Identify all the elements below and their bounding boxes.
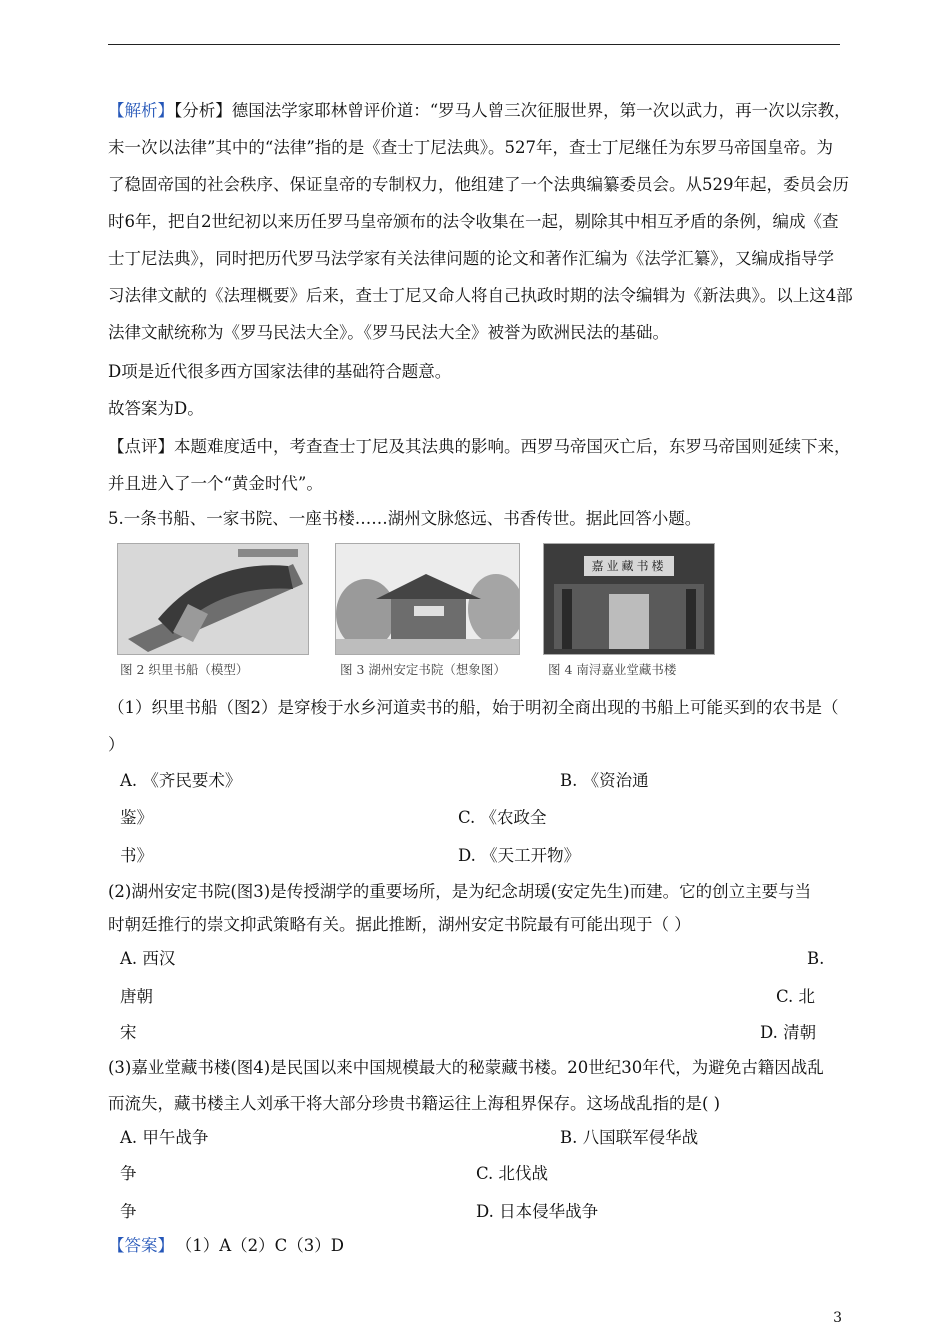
q5-3-option-b: B. 八国联军侵华战 [560, 1128, 699, 1147]
caption-fig3: 图 3 湖州安定书院（想象图） [340, 662, 506, 677]
q5-stem: 5.一条书船、一家书院、一座书楼……湖州文脉悠远、书香传世。据此回答小题。 [108, 509, 702, 528]
analysis-line-4: 时6年，把自2世纪初以来历任罗马皇帝颁布的法令收集在一起，剔除其中相互矛盾的条例，编成《查 [108, 212, 839, 231]
q5-3-stem-1: (3)嘉业堂藏书楼(图4)是民国以来中国规模最大的秘蒙藏书楼。20世纪30年代，为避免古籍因战乱 [108, 1058, 824, 1077]
q5-2-stem-2: 时朝廷推行的崇文抑武策略有关。据此推断，湖州安定书院最有可能出现于（ ） [108, 915, 691, 934]
analysis-answer-line: 故答案为D。 [108, 399, 204, 418]
q5-3-option-a: A. 甲午战争 [120, 1128, 209, 1147]
analysis-line-7: 法律文献统称为《罗马民法大全》。《罗马民法大全》被誉为欧洲民法的基础。 [108, 323, 669, 342]
q5-1-option-c: C. 《农政全 [458, 808, 547, 827]
q5-2-option-a: A. 西汉 [120, 949, 176, 968]
analysis-line-1: 【解析】【分析】德国法学家耶林曾评价道：“罗马人曾三次征服世界，第一次以武力，再一次以宗教， [108, 101, 851, 120]
figure-jiaye-library [543, 543, 715, 655]
caption-fig2: 图 2 织里书船（模型） [120, 662, 249, 677]
q5-1-option-b: B. 《资治通 [560, 771, 649, 790]
review-line-2: 并且进入了一个“黄金时代”。 [108, 474, 323, 493]
q5-1-option-b-cont: 鉴》 [120, 808, 153, 827]
q5-answer [108, 1235, 344, 1257]
page-number: 3 [833, 1310, 842, 1326]
review-line-1: 【点评】本题难度适中，考查查士丁尼及其法典的影响。西罗马帝国灭亡后，东罗马帝国则延续下来， [108, 437, 851, 456]
figure-book-boat [117, 543, 309, 655]
q5-3-option-d: D. 日本侵华战争 [476, 1202, 599, 1221]
q5-2-option-c: C. 北 [776, 987, 816, 1006]
q5-1-option-a: A. 《齐民要术》 [120, 771, 242, 790]
q5-2-stem-1: (2)湖州安定书院(图3)是传授湖学的重要场所，是为纪念胡瑗(安定先生)而建。它的创立主要与当 [108, 882, 812, 901]
q5-3-option-c: C. 北伐战 [476, 1164, 549, 1183]
answer-text: （1）A（2）C（3）D [184, 1236, 345, 1255]
q5-3-stem-2: 而流失，藏书楼主人刘承干将大部分珍贵书籍运往上海租界保存。这场战乱指的是( ) [108, 1094, 721, 1113]
q5-1-option-c-cont: 书》 [120, 846, 153, 865]
answer-tag: 【答案】 [108, 1236, 174, 1255]
library-plaque: 嘉业藏书楼 [591, 559, 667, 573]
q5-1-stem-1: （1）织里书船（图2）是穿梭于水乡河道卖书的船，始于明初全商出现的书船上可能买到的农书是（ [108, 698, 839, 717]
q5-2-option-b-cont: 唐朝 [120, 987, 153, 1006]
analysis-line-2: 末一次以法律”其中的“法律”指的是《查士丁尼法典》。527年，查士丁尼继任为东罗马帝国皇帝。为 [108, 138, 834, 157]
analysis-line-6: 习法律文献的《法理概要》后来，查士丁尼又命人将自己执政时期的法令编辑为《新法典》。以上这4部 [108, 286, 853, 305]
analysis-line-3: 了稳固帝国的社会秩序、保证皇帝的专制权力，他组建了一个法典编纂委员会。从529年起，委员会历 [108, 175, 849, 194]
analysis-d-line: D项是近代很多西方国家法律的基础符合题意。 [108, 362, 452, 381]
caption-fig4: 图 4 南浔嘉业堂藏书楼 [548, 662, 677, 677]
q5-2-option-d: D. 清朝 [760, 1023, 817, 1042]
boat-illustration [118, 544, 308, 654]
header-rule [108, 44, 840, 45]
q5-3-option-c-cont: 争 [120, 1202, 137, 1221]
q5-1-option-d: D. 《天工开物》 [458, 846, 581, 865]
analysis-line-5: 士丁尼法典》，同时把历代罗马法学家有关法律问题的论文和著作汇编为《法学汇纂》，又编成指导学 [108, 249, 834, 268]
figure-anding-academy [335, 543, 520, 655]
analysis-tag: 【解析】 [108, 101, 174, 120]
q5-1-stem-2: ） [108, 735, 125, 754]
academy-illustration [336, 544, 519, 654]
q5-3-option-b-cont: 争 [120, 1164, 137, 1183]
q5-2-option-b: B. [807, 949, 825, 968]
q5-2-option-c-cont: 宋 [120, 1023, 137, 1042]
